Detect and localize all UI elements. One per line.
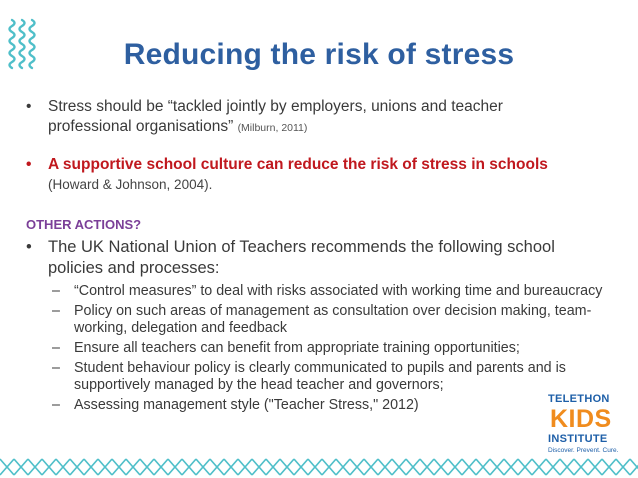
- bullet-item: [26, 97, 586, 138]
- sub-bullet-text: Assessing management style ("Teacher Stress," 2012): [74, 397, 419, 413]
- bullet-marker: •: [26, 156, 32, 173]
- logo-text: INSTITUTE: [548, 433, 608, 445]
- sub-bullet-text: Policy on such areas of management as consultation over decision making, team-working, delegation and feedback: [74, 303, 592, 336]
- bullet-text: [48, 97, 586, 138]
- dash-marker: –: [52, 397, 60, 413]
- sub-bullet-text: “Control measures” to deal with risks associated with working time and bureaucracy: [74, 283, 603, 299]
- bullet-text: [48, 155, 548, 195]
- telethon-kids-logo: [544, 393, 636, 457]
- section-heading: OTHER ACTIONS?: [26, 217, 142, 232]
- citation: (Howard & Johnson, 2004).: [48, 177, 213, 192]
- dash-marker: –: [52, 303, 60, 319]
- bullet-text: The UK National Union of Teachers recommends the following school policies and processes:: [48, 238, 555, 277]
- sub-bullet-item: [52, 397, 612, 414]
- zigzag-border-icon: [0, 457, 638, 477]
- sub-bullet-text: Ensure all teachers can benefit from appropriate training opportunities;: [74, 340, 520, 356]
- slide-title: Reducing the risk of stress: [123, 38, 515, 71]
- dash-marker: –: [52, 360, 60, 376]
- dash-marker: –: [52, 283, 60, 299]
- citation: (Milburn, 2011): [237, 122, 308, 134]
- logo-tagline: Discover. Prevent. Cure.: [548, 447, 619, 454]
- logo-text: TELETHON: [548, 393, 610, 405]
- bullet-item: [26, 237, 606, 279]
- sub-bullet-item: [52, 360, 612, 394]
- sub-bullet-item: [52, 340, 612, 357]
- sub-bullet-list: [52, 283, 612, 417]
- bullet-marker: •: [26, 238, 32, 256]
- bullet-item-highlight: [26, 155, 598, 195]
- logo-text: KIDS: [550, 405, 612, 433]
- sub-bullet-item: [52, 283, 612, 300]
- bullet-text-main: Stress should be “tackled jointly by employers, unions and teacher professional organisations”: [48, 98, 503, 135]
- bullet-text-highlight: A supportive school culture can reduce the risk of stress in schools: [48, 156, 548, 173]
- sub-bullet-text: Student behaviour policy is clearly communicated to pupils and parents and is supportively managed by the head teacher and governors;: [74, 360, 566, 393]
- sub-bullet-item: [52, 303, 612, 337]
- dash-marker: –: [52, 340, 60, 356]
- bullet-marker: •: [26, 98, 32, 115]
